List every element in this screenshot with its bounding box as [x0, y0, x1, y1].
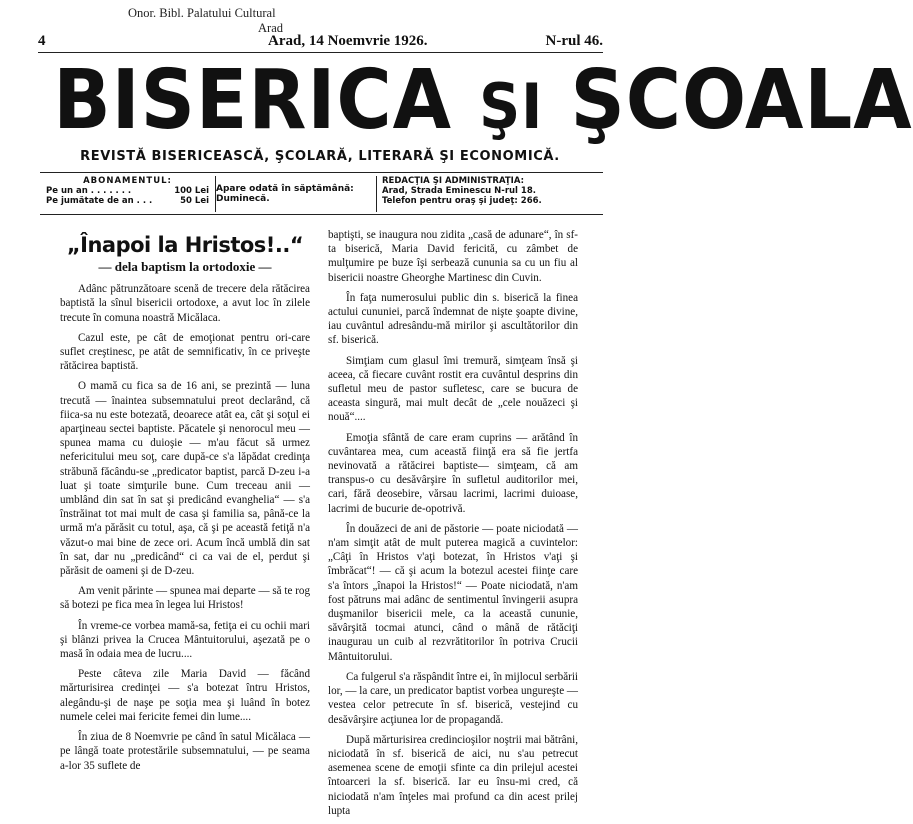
paragraph: baptişti, se inaugura nou zidita „casă de adunare“, în sf-ta biserică, Maria David fericită, cu zâmbet de mulţumire pe buze îşi serbează cununia sa cu un fiu al bisericii noastre Gheorghe Martinesc din Cuvin.: [328, 229, 578, 284]
editorial-phone: Telefon pentru oraş şi judeţ: 266.: [382, 196, 542, 206]
paragraph: În faţa numerosului public din s. biserică la finea actului cununiei, parcă îndemnat de nişte şoapte divine, iau cuvântul adresându-mă mirilor şi ascultătorilor din sf. biserică.: [328, 291, 578, 347]
paragraph: În douăzeci de ani de păstorie — poate niciodată — n'am simţit atât de mult puterea magică a cuvintelor: „Câţi în Hristos v'aţi botezat, în Hristos v'aţi şi îmbrăcat“! — că şi acum la botezul acestei fiinţe care s'a întors „înapoi la Hristos!“ — Poate niciodată, n'am fost pătruns mai adânc de sentimentul învingerii asupra duşmanilor bisericii mele, ca la această cununie, săvârşită tocmai atunci, când o mână de rătăciţi inaugurau un cuib al rezvrătitorilor în potriva Crucii Mântuitorului.: [328, 522, 578, 663]
library-stamp: [128, 6, 283, 36]
article-subhead: — dela baptism la ortodoxie —: [98, 259, 272, 274]
masthead-part-1: BISERICA: [53, 53, 480, 148]
info-bar: [40, 176, 603, 212]
stamp-line-2: Arad: [258, 21, 283, 35]
subscription-box: [40, 176, 215, 212]
editorial-address: Arad, Strada Eminescu N-rul 18.: [382, 186, 536, 196]
subscription-label: Pe un an . . . . . . .: [46, 186, 132, 196]
article-column-right: [328, 228, 578, 824]
paragraph: Peste câteva zile Maria David — făcând mărturisirea credinţei — s'a botezat întru Hristos, alegându-şi de naşe pe soţia mea şi luând în botez numele celei mai fericite femei din lume....: [60, 668, 310, 723]
subscription-price: 100 Lei: [174, 186, 209, 196]
paragraph: După mărturisirea credincioşilor noştrii mai bătrâni, niciodată în sf. biserică de aici, nu s'au petrecut asemenea scene de emoţii sfinte ca din prilejul acestei întoarceri la sf. biserică. Iar eu însu-mi cred, că niciodată n'am înţeles mai profund ca din acest prilej lupta: [328, 733, 578, 817]
paragraph: O mamă cu fica sa de 16 ani, se prezintă — luna trecută — înaintea subsemnatului preot declarând, că fiica-sa nu este botezată, deoarece atât ea, cât şi soţul ei aparţineau sectei baptiste. Păcatele şi nenorocul meu — spunea mama cu duioşie — m'au făcut să urmez nefericitului meu soţ, care după-ce s'a lăpădat credinţa străbună făcându-se „predicator baptist, parcă D-zeu i-a luat şi toate simţurile bune. Cum treceau anii — umblând din sat în sat şi predicând evanghelia“ — s'a înstrăinat tot mai mult de casa şi familia sa, până-ce la urmă m'a părăsit cu totul, aşa, că şi pe această fetiţă n'a văzut-o mai bine de zece ori. Acum încă umblă din sat în sat, dar nu „predicând“ ci ca vai de el, perdut şi părăsit de oameni şi de D-zeu.: [60, 380, 310, 578]
subscription-price: 50 Lei: [180, 196, 209, 206]
masthead-title: [53, 53, 913, 148]
masthead-si: ŞI: [479, 70, 544, 143]
article-headline: „Înapoi la Hristos!..“: [66, 233, 304, 257]
issue-number: N-rul 46.: [545, 33, 603, 49]
editorial-heading: REDACŢIA ŞI ADMINISTRAŢIA:: [382, 176, 524, 186]
paragraph: Emoţia sfântă de care eram cuprins — arătând în cuvântarea mea, cum această fiinţă era să fie jertfa nevinovată a rătăcirei baptiste— simţeam, că am transpus-o cu desăvârşire în sufletul auditorilor mei, cari, fără deosebire, vărsau lacrimi, lacrimi duioase, lacrimi de bucurie de-opotrivă.: [328, 431, 578, 515]
info-rule-bottom: [40, 214, 603, 215]
paragraph: Simţiam cum glasul îmi tremură, simţeam însă şi aceea, că fiecare cuvânt rostit era cuvântul desprins din sufletul meu de pastor sufletesc, care se bucura de aceasta singură, mai mult decât de „cele nouăzeci şi nouă“....: [328, 354, 578, 424]
subscription-heading: ABONAMENTUL:: [83, 176, 172, 186]
editorial-office-box: [382, 176, 603, 212]
paragraph: În ziua de 8 Noemvrie pe când în satul Micălaca — pe lângă toate protestările subsemnatului, — pe seama a-lor 35 suflete de: [60, 731, 310, 772]
subscription-row: [40, 186, 215, 196]
dateline: [38, 33, 603, 51]
paragraph: Cazul este, pe cât de emoţionat pentru ori-care suflet creştinesc, pe atât de semnificativ, în ce priveşte rătăcirea baptistă.: [60, 331, 310, 373]
stamp-line-1: Onor. Bibl. Palatului Cultural: [128, 6, 276, 20]
paragraph: Adânc pătrunzătoare scenă de trecere dela rătăcirea baptistă la sînul bisericii ortodoxe, a avut loc în zilele trecute în comuna noastră Micălaca.: [60, 283, 310, 324]
paragraph: Am venit părinte — spunea mai departe — să te rog să botezi pe fica mea în legea lui Hristos!: [60, 585, 310, 612]
subscription-row: [40, 196, 215, 206]
issue-date: Arad, 14 Noemvrie 1926.: [268, 33, 428, 49]
publication-frequency: Apare odată în săptămână: Duminecă.: [215, 176, 377, 212]
masthead-subtitle: REVISTĂ BISERICEASCĂ, ŞCOLARĂ, LITERARĂ ŞI ECONOMICĂ.: [80, 149, 560, 164]
paragraph: Ca fulgerul s'a răspândit între ei, în mijlocul serbării lor, — la care, un predicator baptist vorbea ungureşte — vestea celor petrecute în sf. biserică, vestejind cu desăvârşire acţiunea lor de propagandă.: [328, 670, 578, 726]
paragraph: În vreme-ce vorbea mamă-sa, fetiţa ei cu ochii mari şi blânzi privea la Crucea Mântuitorului, aşezată pe o masă în odaia mea de lucru....: [60, 619, 310, 661]
subscription-label: Pe jumătate de an . . .: [46, 196, 153, 206]
article-column-left: [60, 228, 310, 779]
masthead-part-2: ŞCOALA: [543, 53, 913, 148]
info-rule-top: [40, 172, 603, 173]
page-number: 4: [38, 33, 46, 49]
